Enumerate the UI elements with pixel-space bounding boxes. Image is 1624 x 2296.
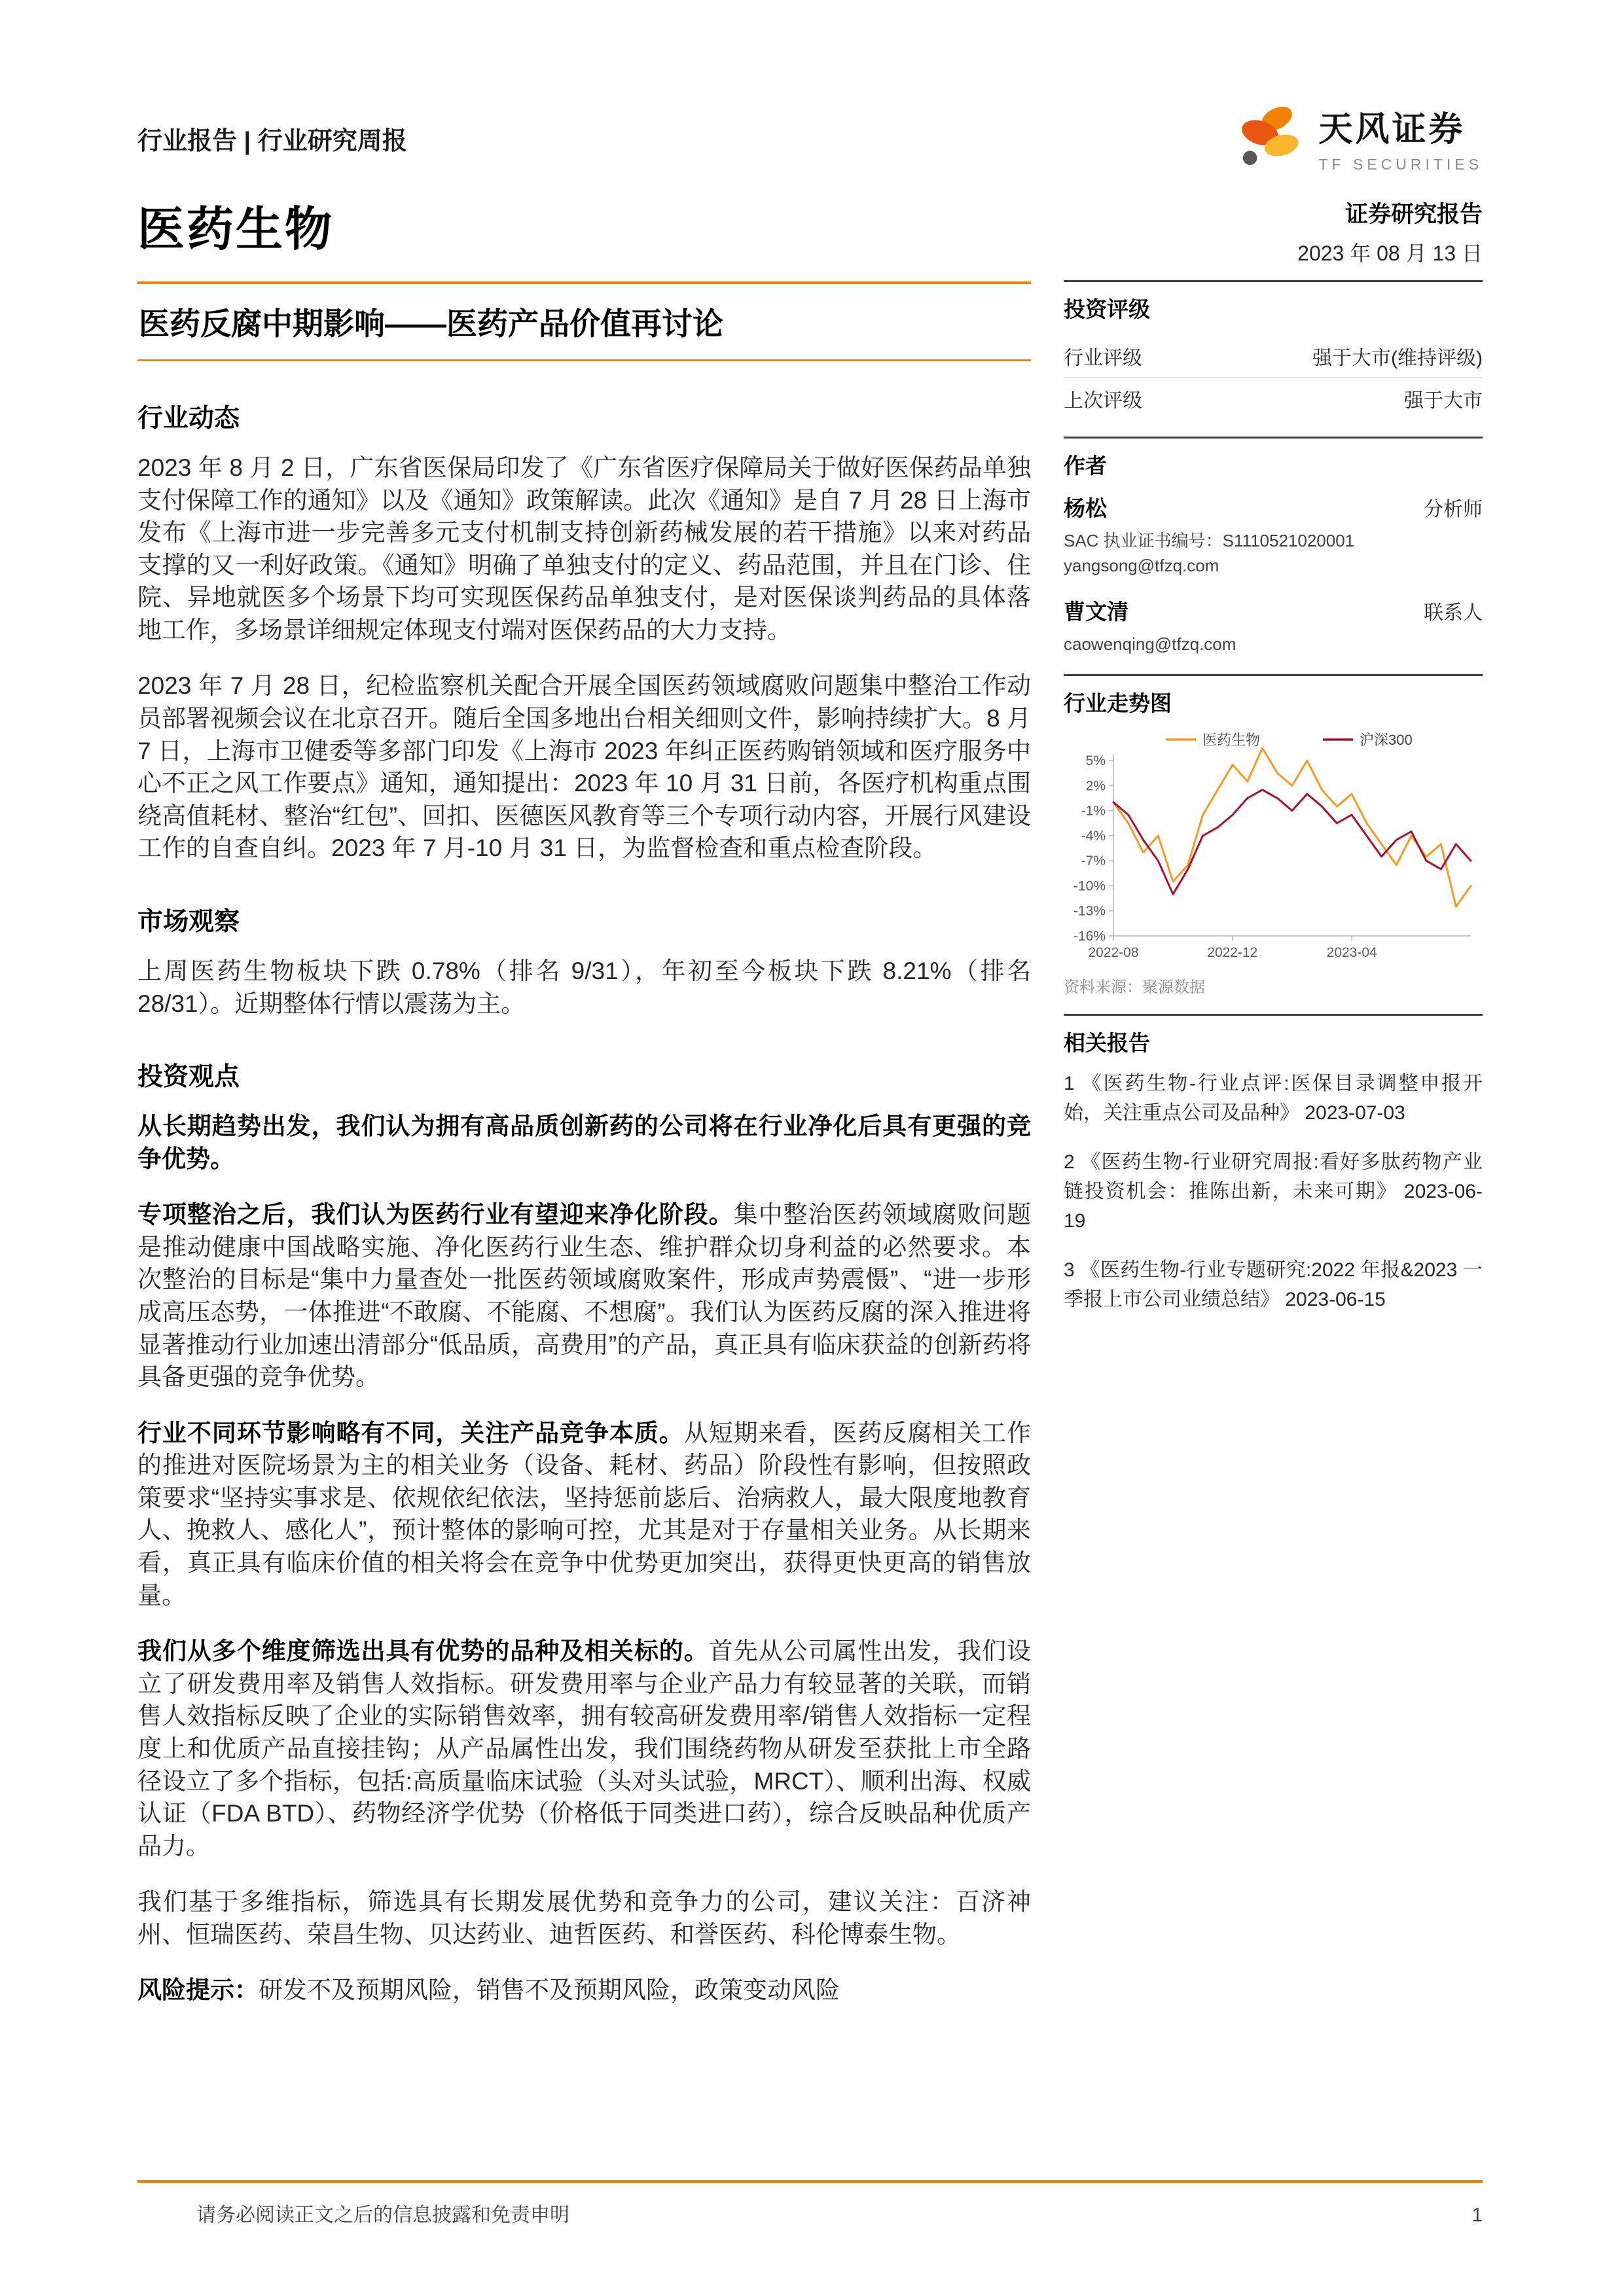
rating-row-previous xyxy=(1064,377,1483,420)
paragraph-view-segments xyxy=(137,1417,1031,1611)
author-role: 分析师 xyxy=(1424,499,1483,520)
svg-text:-1%: -1% xyxy=(1081,803,1106,819)
author-block xyxy=(1064,492,1483,578)
related-reports-section xyxy=(1064,1014,1483,1314)
paragraph-market-watch: 上周医药生物板块下跌 0.78%（排名 9/31），年初至今板块下跌 8.21%（排名 28/31）。近期整体行情以震荡为主。 xyxy=(137,957,1031,1017)
paragraph-text: 首先从公司属性出发，我们设立了研发费用率及销售人效指标。研发费用率与企业产品力有较显著的关联，而销售人效指标反映了企业的实际销售效率，拥有较高研发费用率/销售人效指标一定程度上和优质产品直接挂钩；从产品属性出发，我们围绕药物从研发至获批上市全路径设立了多个指标，包括:高质量临床试验（头对头试验，MRCT）、顺利出海、权威认证（FDA BTD）、药物经济学优势（价格低于同类进口药），综合反映品种优质产品力。 xyxy=(137,1638,1032,1859)
paragraph-view-thesis: 从长期趋势出发，我们认为拥有高品质创新药的公司将在行业净化后具有更强的竞争优势。 xyxy=(137,1113,1031,1172)
brand-subtitle: TF SECURITIES xyxy=(1318,156,1483,173)
svg-text:2022-08: 2022-08 xyxy=(1088,945,1139,961)
svg-text:-7%: -7% xyxy=(1081,853,1106,869)
svg-text:-13%: -13% xyxy=(1073,903,1106,919)
report-kicker: 行业报告 | 行业研究周报 xyxy=(137,128,407,155)
tf-securities-logo-icon xyxy=(1228,98,1307,177)
rating-section xyxy=(1064,280,1483,420)
paragraph-view-screening xyxy=(137,1635,1031,1862)
author-email: caowenqing@tfzq.com xyxy=(1064,634,1236,655)
paragraph-lead: 专项整治之后，我们认为医药行业有望迎来净化阶段。 xyxy=(137,1201,734,1229)
authors-section xyxy=(1064,437,1483,657)
subtitle-block xyxy=(137,281,1031,361)
chart-source: 资料来源：聚源数据 xyxy=(1064,978,1205,997)
rating-label: 上次评级 xyxy=(1064,390,1142,412)
related-report-2: 2 《医药生物-行业研究周报:看好多肽药物产业链投资机会：推陈出新，未来可期》 2023-06-19 xyxy=(1064,1151,1483,1232)
svg-text:沪深300: 沪深300 xyxy=(1360,732,1413,749)
main-column xyxy=(137,191,1031,2030)
section-title-investment-view: 投资观点 xyxy=(137,1063,240,1092)
page-header xyxy=(137,98,1483,177)
svg-text:-4%: -4% xyxy=(1081,828,1106,844)
rating-row-industry xyxy=(1064,335,1483,377)
svg-text:2022-12: 2022-12 xyxy=(1207,945,1258,961)
report-meta xyxy=(1064,196,1483,267)
author-name: 曹文清 xyxy=(1064,600,1128,624)
paragraph-lead: 行业不同环节影响略有不同，关注产品竞争本质。 xyxy=(137,1419,684,1446)
trend-chart-section xyxy=(1064,674,1483,997)
paragraph-text: 集中整治医药领域腐败问题是推动健康中国战略实施、净化医药行业生态、维护群众切身利益的必然要求。本次整治的目标是“集中力量查处一批医药领域腐败案件，形成声势震慑”、“进一步形成高压态势，一体推进“不敢腐、不能腐、不想腐”。我们认为医药反腐的深入推进将显著推动行业加速出清部分“低品质，高费用”的产品，真正具有临床获益的创新药将具备更强的竞争优势。 xyxy=(137,1201,1032,1391)
related-reports-title: 相关报告 xyxy=(1064,1031,1150,1056)
rating-value: 强于大市 xyxy=(1404,390,1483,412)
industry-trend-chart xyxy=(1064,729,1483,965)
paragraph-industry-news-2: 2023 年 7 月 28 日，纪检监察机关配合开展全国医药领域腐败问题集中整治工作动员部署视频会议在北京召开。随后全国多地出台相关细则文件，影响持续扩大。8 月 7 日，上海市卫健委等多部门印发《上海市 2023 年纠正医药购销领域和医疗服务中心不正之风工作要点》通知，通知提出：2023 年 10 月 31 日前，各医疗机构重点围绕高值耗材、整治“红包”、回扣、医德医风教育等三个专项行动内容，开展行风建设工作的自查自纠。2023 年 7 月-10 月 31 日，为监督检查和重点检查阶段。 xyxy=(137,672,1031,862)
risk-label: 风险提示： xyxy=(137,1977,259,2004)
paragraph-lead: 我们从多个维度筛选出具有优势的品种及相关标的。 xyxy=(137,1638,709,1665)
rating-label: 行业评级 xyxy=(1064,348,1142,369)
paragraph-industry-news-1: 2023 年 8 月 2 日，广东省医保局印发了《广东省医疗保障局关于做好医保药品单独支付保障工作的通知》以及《通知》政策解读。此次《通知》是自 7 月 28 日上海市发布《上海市进一步完善多元支付机制支持创新药械发展的若干措施》以来对药品支撑的又一利好政策。《通知》明确了单独支付的定义、药品范围，并且在门诊、住院、异地就医多个场景下均可实现医保药品单独支付，是对医保谈判药品的具体落地工作，多场景详细规定体现支付端对医保药品的大力支持。 xyxy=(137,454,1031,643)
svg-text:2%: 2% xyxy=(1085,778,1106,794)
authors-section-title: 作者 xyxy=(1064,454,1107,478)
footer-divider xyxy=(137,2180,1483,2183)
page-title: 医药生物 xyxy=(137,204,334,256)
svg-text:-16%: -16% xyxy=(1073,929,1106,944)
rating-value: 强于大市(维持评级) xyxy=(1312,348,1483,369)
page-footer xyxy=(137,2180,1483,2227)
related-report-3: 3 《医药生物-行业专题研究:2022 年报&2023 一季报上市公司业绩总结》 2023-06-15 xyxy=(1064,1259,1483,1311)
paragraph-view-picks: 我们基于多维指标，筛选具有长期发展优势和竞争力的公司，建议关注：百济神州、恒瑞医药、荣昌生物、贝达药业、迪哲医药、和誉医药、科伦博泰生物。 xyxy=(137,1888,1031,1948)
svg-text:5%: 5% xyxy=(1085,753,1106,769)
paragraph-risk-note xyxy=(137,1974,1031,2007)
footer-row xyxy=(137,2198,1483,2227)
rating-section-title: 投资评级 xyxy=(1064,297,1150,321)
report-date: 2023 年 08 月 13 日 xyxy=(1297,242,1483,265)
author-role: 联系人 xyxy=(1424,602,1483,624)
report-subtitle: 医药反腐中期影响——医药产品价值再讨论 xyxy=(139,306,723,341)
author-email: yangsong@tfzq.com xyxy=(1064,555,1219,575)
author-name: 杨松 xyxy=(1064,496,1107,520)
paragraph-view-cleanup xyxy=(137,1198,1031,1393)
risk-text: 研发不及预期风险，销售不及预期风险，政策变动风险 xyxy=(259,1977,840,2004)
author-cert: SAC 执业证书编号：S1110521020001 xyxy=(1064,531,1355,550)
brand xyxy=(1228,98,1483,177)
section-title-industry-news: 行业动态 xyxy=(137,404,240,433)
svg-text:-10%: -10% xyxy=(1073,878,1106,894)
sidebar xyxy=(1064,196,1483,1334)
section-title-market-watch: 市场观察 xyxy=(137,907,240,936)
trend-chart-title: 行业走势图 xyxy=(1064,691,1172,716)
page-number: 1 xyxy=(1471,2204,1483,2226)
related-report-1: 1 《医药生物-行业点评:医保目录调整申报开始，关注重点公司及品种》 2023-07-03 xyxy=(1064,1073,1483,1124)
author-row xyxy=(1064,595,1483,626)
footer-disclaimer: 请务必阅读正文之后的信息披露和免责申明 xyxy=(196,2204,569,2226)
report-type: 证券研究报告 xyxy=(1344,202,1483,227)
author-block xyxy=(1064,595,1483,657)
svg-text:2023-04: 2023-04 xyxy=(1326,945,1377,961)
brand-text xyxy=(1318,101,1483,173)
author-row xyxy=(1064,492,1483,522)
svg-text:医药生物: 医药生物 xyxy=(1202,732,1261,749)
paragraph-text: 从短期来看，医药反腐相关工作的推进对医院场景为主的相关业务（设备、耗材、药品）阶段性有影响，但按照政策要求“坚持实事求是、依规依纪依法，坚持惩前毖后、治病救人，最大限度地教育人、挽救人、感化人”，预计整体的影响可控，尤其是对于存量相关业务。从长期来看，真正具有临床价值的相关将会在竞争中优势更加突出，获得更快更高的销售放量。 xyxy=(137,1419,1032,1609)
trend-chart-svg xyxy=(1064,729,1483,965)
brand-name: 天风证券 xyxy=(1318,111,1466,149)
